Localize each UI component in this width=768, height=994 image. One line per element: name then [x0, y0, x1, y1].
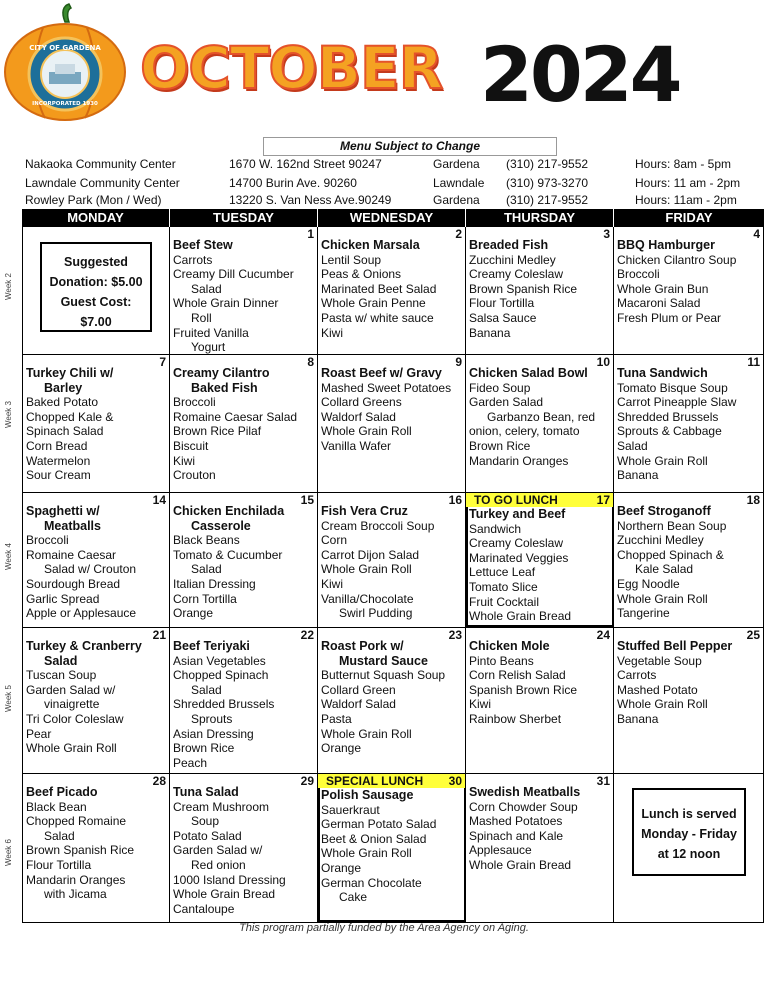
- menu-item: Roll: [191, 310, 212, 325]
- menu-item: Chopped Kale &: [26, 409, 114, 424]
- location-row: [0, 176, 768, 194]
- menu-item: Mandarin Oranges: [469, 453, 569, 468]
- funding-footer: This program partially funded by the Area Agency on Aging.: [239, 922, 529, 934]
- menu-item: Potato Salad: [173, 828, 242, 843]
- day-number: 21: [152, 628, 166, 642]
- menu-item: Tomato Slice: [469, 579, 538, 594]
- menu-item: Sprouts: [191, 711, 233, 726]
- suggested-line: $7.00: [80, 315, 112, 329]
- menu-item: Lettuce Leaf: [469, 565, 536, 580]
- main-dish: Fish Vera Cruz: [321, 504, 408, 518]
- menu-item: Tomato & Cucumber: [173, 547, 283, 562]
- week-row: [22, 355, 764, 493]
- day-cell: [170, 628, 318, 773]
- logo-text-top: CITY OF GARDENA: [29, 44, 101, 52]
- menu-item: Tomato Bisque Soup: [617, 380, 728, 395]
- suggested-line: Guest Cost:: [60, 295, 132, 309]
- weekday-label: MONDAY: [22, 209, 170, 227]
- main-dish: BBQ Hamburger: [617, 238, 715, 252]
- menu-item: Cake: [339, 890, 368, 905]
- menu-item: 1000 Island Dressing: [173, 872, 286, 887]
- menu-item: Northern Bean Soup: [617, 518, 727, 533]
- main-dish: Chicken Mole: [469, 639, 550, 653]
- menu-item: Salad: [617, 438, 648, 453]
- weekday-label: THURSDAY: [466, 209, 614, 227]
- menu-item: German Potato Salad: [321, 817, 437, 832]
- menu-item: Spanish Brown Rice: [469, 682, 578, 697]
- menu-item: Spinach Salad: [26, 424, 104, 439]
- day-cell: [614, 227, 764, 354]
- day-number: 30: [448, 774, 462, 788]
- location-name: Nakaoka Community Center: [25, 157, 176, 171]
- menu-item: Fresh Plum or Pear: [617, 310, 722, 325]
- menu-item: Broccoli: [617, 267, 660, 282]
- menu-item: Watermelon: [26, 453, 91, 468]
- menu-item: Creamy Coleslaw: [469, 267, 564, 282]
- menu-item: Cantaloupe: [173, 901, 235, 916]
- main-dish: Beef Stroganoff: [617, 504, 711, 518]
- day-number: 23: [448, 628, 462, 642]
- menu-item: Kiwi: [173, 453, 196, 468]
- menu-item: Sprouts & Cabbage: [617, 424, 722, 439]
- menu-item: Cream Broccoli Soup: [321, 518, 435, 533]
- menu-item: Shredded Brussels: [617, 409, 719, 424]
- menu-item: Mandarin Oranges: [26, 872, 126, 887]
- menu-item: Butternut Squash Soup: [321, 668, 446, 683]
- lunch-info-box: [632, 788, 746, 876]
- menu-item: Pasta: [321, 711, 352, 726]
- menu-item: Black Beans: [173, 533, 240, 548]
- day-cell: [466, 493, 614, 627]
- menu-item: Red onion: [191, 857, 246, 872]
- menu-item: Carrots: [173, 252, 213, 267]
- menu-item: Brown Rice: [469, 438, 531, 453]
- menu-item: Flour Tortilla: [26, 857, 92, 872]
- menu-item: Pear: [26, 726, 52, 741]
- day-number: 15: [300, 493, 314, 507]
- menu-item: Banana: [617, 711, 659, 726]
- menu-item: Soup: [191, 814, 220, 829]
- location-phone: (310) 217-9552: [506, 193, 589, 207]
- main-dish: Chicken Salad Bowl: [469, 366, 588, 380]
- menu-item: with Jicama: [44, 887, 107, 902]
- menu-item: Broccoli: [173, 395, 216, 410]
- menu-item: Whole Grain Roll: [321, 562, 412, 577]
- menu-item: Corn Relish Salad: [469, 668, 566, 683]
- menu-item: Mashed Potato: [617, 682, 698, 697]
- menu-item: Whole Grain Bread: [173, 887, 276, 902]
- menu-item: Salad: [191, 562, 222, 577]
- menu-item: Salad: [191, 682, 222, 697]
- day-number: 3: [603, 227, 610, 241]
- main-dish-continued: Salad: [44, 653, 78, 668]
- menu-item: Whole Grain Penne: [321, 296, 426, 311]
- menu-item: Pasta w/ white sauce: [321, 310, 434, 325]
- location-hours: Hours: 11am - 2pm: [635, 193, 737, 207]
- menu-item: Brown Rice Pilaf: [173, 424, 262, 439]
- main-dish: Turkey and Beef: [469, 507, 566, 521]
- menu-item: Sandwich: [469, 521, 522, 536]
- day-cell: [614, 355, 764, 492]
- day-cell: [318, 355, 466, 492]
- menu-item: Biscuit: [173, 438, 209, 453]
- menu-item: Garden Salad: [469, 395, 544, 410]
- day-cell: [614, 628, 764, 773]
- menu-item: Sauerkraut: [321, 802, 380, 817]
- week-label: Week 3: [4, 401, 13, 428]
- location-city: Lawndale: [433, 176, 485, 190]
- menu-item: Corn Chowder Soup: [469, 799, 578, 814]
- menu-item: Macaroni Salad: [617, 296, 701, 311]
- menu-item: Vegetable Soup: [617, 653, 702, 668]
- menu-item: Lentil Soup: [321, 252, 382, 267]
- day-cell: [170, 493, 318, 627]
- menu-item: Tangerine: [617, 606, 670, 621]
- day-number: 2: [455, 227, 462, 241]
- main-dish: Swedish Meatballs: [469, 785, 581, 799]
- menu-item: Romaine Caesar: [26, 547, 117, 562]
- weekday-label: TUESDAY: [170, 209, 318, 227]
- location-name: Lawndale Community Center: [25, 176, 180, 190]
- menu-item: Garden Salad w/: [26, 682, 116, 697]
- main-dish: Turkey Chili w/: [26, 366, 114, 380]
- menu-item: Kiwi: [469, 697, 492, 712]
- menu-item: Whole Grain Bun: [617, 281, 709, 296]
- menu-item: Shredded Brussels: [173, 697, 275, 712]
- day-cell: [22, 355, 170, 492]
- day-cell: [170, 227, 318, 354]
- location-row: [0, 157, 768, 175]
- day-cell: [170, 774, 318, 922]
- day-cell: [318, 227, 466, 354]
- menu-item: Orange: [321, 741, 362, 756]
- menu-item: Collard Greens: [321, 395, 402, 410]
- location-address: 1670 W. 162nd Street 90247: [229, 157, 382, 171]
- menu-item: Mashed Sweet Potatoes: [321, 380, 452, 395]
- menu-item: Fideo Soup: [469, 380, 531, 395]
- week-label: Week 2: [4, 273, 13, 300]
- menu-item: Garden Salad w/: [173, 843, 263, 858]
- menu-item: vinaigrette: [44, 697, 100, 712]
- main-dish: Polish Sausage: [321, 788, 414, 802]
- menu-item: Zucchini Medley: [469, 252, 556, 267]
- menu-item: Salad: [191, 281, 222, 296]
- suggested-line: Donation: $5.00: [49, 275, 143, 289]
- menu-item: Chopped Spinach &: [617, 547, 724, 562]
- menu-item: Sourdough Bread: [26, 576, 121, 591]
- lunch-info-line: at 12 noon: [657, 847, 721, 861]
- day-cell: [318, 774, 466, 922]
- main-dish-continued: Barley: [44, 380, 83, 395]
- menu-item: Creamy Coleslaw: [469, 536, 564, 551]
- day-number: 4: [753, 227, 760, 241]
- location-city: Gardena: [433, 193, 480, 207]
- menu-item: Banana: [469, 325, 511, 340]
- day-number: 24: [596, 628, 610, 642]
- menu-item: Baked Potato: [26, 395, 99, 410]
- menu-item: Creamy Dill Cucumber: [173, 267, 294, 282]
- menu-item: Garlic Spread: [26, 591, 100, 606]
- menu-item: Orange: [321, 860, 362, 875]
- menu-item: Whole Grain Roll: [617, 591, 708, 606]
- day-number: 17: [596, 493, 610, 507]
- weekday-label: WEDNESDAY: [318, 209, 466, 227]
- menu-item: Brown Spanish Rice: [469, 281, 578, 296]
- menu-item: Carrots: [617, 668, 657, 683]
- day-number: 8: [307, 355, 314, 369]
- menu-item: Banana: [617, 468, 659, 483]
- menu-item: Sour Cream: [26, 468, 91, 483]
- day-cell: [466, 628, 614, 773]
- menu-item: Whole Grain Dinner: [173, 296, 279, 311]
- menu-item: Cream Mushroom: [173, 799, 270, 814]
- suggested-line: Suggested: [64, 255, 128, 269]
- menu-item: Corn: [321, 533, 348, 548]
- menu-item: Italian Dressing: [173, 576, 256, 591]
- month-title: OCTOBER: [140, 34, 443, 102]
- main-dish-continued: Baked Fish: [191, 380, 258, 395]
- menu-item: Beet & Onion Salad: [321, 831, 427, 846]
- week-row: [22, 493, 764, 628]
- day-number: 9: [455, 355, 462, 369]
- main-dish: Creamy Cilantro: [173, 366, 270, 380]
- menu-item: Whole Grain Roll: [321, 424, 412, 439]
- menu-item: Chopped Romaine: [26, 814, 127, 829]
- week-label: Week 4: [4, 543, 13, 570]
- day-cell: [22, 493, 170, 627]
- location-phone: (310) 217-9552: [506, 157, 589, 171]
- menu-item: Chicken Cilantro Soup: [617, 252, 737, 267]
- location-address: 13220 S. Van Ness Ave.90249: [229, 193, 392, 207]
- day-cell: [466, 774, 614, 922]
- year-title: 2024: [480, 30, 680, 119]
- menu-item: Peach: [173, 755, 208, 770]
- menu-item: Mashed Potatoes: [469, 814, 563, 829]
- menu-item: Brown Spanish Rice: [26, 843, 135, 858]
- main-dish: Roast Beef w/ Gravy: [321, 366, 442, 380]
- menu-item: Corn Tortilla: [173, 591, 237, 606]
- menu-item: Salad: [44, 828, 75, 843]
- main-dish: Spaghetti w/: [26, 504, 100, 518]
- day-number: 16: [448, 493, 462, 507]
- menu-notice: Menu Subject to Change: [263, 137, 557, 156]
- menu-item: Crouton: [173, 468, 216, 483]
- day-cell: [318, 493, 466, 627]
- day-number: 7: [159, 355, 166, 369]
- menu-item: Vanilla/Chocolate: [321, 591, 414, 606]
- lunch-info-line: Monday - Friday: [641, 827, 737, 841]
- menu-item: Black Bean: [26, 799, 87, 814]
- menu-item: Asian Dressing: [173, 726, 254, 741]
- menu-item: Whole Grain Bread: [469, 609, 572, 624]
- menu-item: Collard Green: [321, 682, 396, 697]
- menu-item: Waldorf Salad: [321, 409, 396, 424]
- menu-item: Salad w/ Crouton: [44, 562, 137, 577]
- menu-item: Carrot Pineapple Slaw: [617, 395, 737, 410]
- location-city: Gardena: [433, 157, 480, 171]
- main-dish: Roast Pork w/: [321, 639, 404, 653]
- menu-item: Chopped Spinach: [173, 668, 269, 683]
- menu-item: Flour Tortilla: [469, 296, 535, 311]
- menu-item: Broccoli: [26, 533, 69, 548]
- day-number: 25: [746, 628, 760, 642]
- menu-item: Orange: [173, 606, 214, 621]
- main-dish: Tuna Salad: [173, 785, 239, 799]
- day-number: 14: [152, 493, 166, 507]
- menu-item: Asian Vegetables: [173, 653, 266, 668]
- menu-item: Corn Bread: [26, 438, 88, 453]
- menu-item: Romaine Caesar Salad: [173, 409, 298, 424]
- menu-item: Egg Noodle: [617, 576, 680, 591]
- menu-item: Marinated Beet Salad: [321, 281, 437, 296]
- menu-item: Peas & Onions: [321, 267, 402, 282]
- suggested-donation-box: [40, 242, 152, 332]
- menu-item: Whole Grain Roll: [321, 846, 412, 861]
- main-dish: Beef Stew: [173, 238, 233, 252]
- location-name: Rowley Park (Mon / Wed): [25, 193, 162, 207]
- day-cell: [22, 774, 170, 922]
- menu-item: Marinated Veggies: [469, 550, 569, 565]
- day-number: 29: [300, 774, 314, 788]
- menu-item: Whole Grain Roll: [617, 453, 708, 468]
- menu-item: Kale Salad: [635, 562, 694, 577]
- location-hours: Hours: 8am - 5pm: [635, 157, 732, 171]
- menu-item: Fruit Cocktail: [469, 594, 540, 609]
- menu-item: Fruited Vanilla: [173, 325, 249, 340]
- menu-item: onion, celery, tomato: [469, 424, 580, 439]
- day-cell: [614, 493, 764, 627]
- menu-item: Rainbow Sherbet: [469, 711, 562, 726]
- city-logo: [3, 2, 127, 122]
- day-number: 10: [596, 355, 610, 369]
- menu-item: Garbanzo Bean, red: [487, 409, 596, 424]
- menu-item: Brown Rice: [173, 741, 235, 756]
- day-number: 18: [746, 493, 760, 507]
- main-dish: Breaded Fish: [469, 238, 549, 252]
- menu-item: Whole Grain Roll: [26, 741, 117, 756]
- location-hours: Hours: 11 am - 2pm: [635, 176, 741, 190]
- menu-item: Salsa Sauce: [469, 310, 537, 325]
- day-cell: [318, 628, 466, 773]
- week-label: Week 5: [4, 685, 13, 712]
- menu-item: Kiwi: [321, 576, 344, 591]
- weekday-header: [22, 209, 764, 227]
- day-number: 22: [300, 628, 314, 642]
- day-number: 28: [152, 774, 166, 788]
- menu-item: Zucchini Medley: [617, 533, 704, 548]
- special-lunch-label: TO GO LUNCH: [474, 493, 558, 507]
- menu-item: Waldorf Salad: [321, 697, 396, 712]
- main-dish: Beef Teriyaki: [173, 639, 250, 653]
- weekday-label: FRIDAY: [665, 210, 713, 225]
- main-dish-continued: Mustard Sauce: [339, 653, 428, 668]
- menu-item: Carrot Dijon Salad: [321, 547, 420, 562]
- day-number: 11: [747, 355, 760, 369]
- special-lunch-label: SPECIAL LUNCH: [326, 774, 424, 788]
- day-number: 1: [307, 227, 314, 241]
- week-row: [22, 628, 764, 774]
- location-phone: (310) 973-3270: [506, 176, 589, 190]
- main-dish: Beef Picado: [26, 785, 98, 799]
- menu-item: Spinach and Kale: [469, 828, 564, 843]
- day-cell: [466, 227, 614, 354]
- main-dish: Chicken Marsala: [321, 238, 420, 252]
- location-address: 14700 Burin Ave. 90260: [229, 176, 357, 190]
- menu-item: German Chocolate: [321, 875, 422, 890]
- day-cell: [466, 355, 614, 492]
- main-dish: Tuna Sandwich: [617, 366, 708, 380]
- menu-item: Apple or Applesauce: [26, 606, 137, 621]
- menu-item: Swirl Pudding: [339, 606, 413, 621]
- menu-item: Pinto Beans: [469, 653, 534, 668]
- day-cell: [170, 355, 318, 492]
- menu-item: Kiwi: [321, 325, 344, 340]
- main-dish-continued: Casserole: [191, 518, 251, 533]
- menu-item: Whole Grain Roll: [321, 726, 412, 741]
- menu-item: Vanilla Wafer: [321, 438, 392, 453]
- menu-item: Tuscan Soup: [26, 668, 97, 683]
- logo-text-bottom: INCORPORATED 1930: [32, 101, 98, 107]
- menu-item: Applesauce: [469, 843, 532, 858]
- main-dish-continued: Meatballs: [44, 518, 101, 533]
- menu-item: Tri Color Coleslaw: [26, 711, 124, 726]
- main-dish: Chicken Enchilada: [173, 504, 285, 518]
- menu-item: Whole Grain Bread: [469, 857, 572, 872]
- main-dish: Stuffed Bell Pepper: [617, 639, 733, 653]
- menu-item: Yogurt: [191, 340, 226, 354]
- day-cell: [22, 628, 170, 773]
- week-label: Week 6: [4, 839, 13, 866]
- menu-item: Whole Grain Roll: [617, 697, 708, 712]
- day-number: 31: [596, 774, 610, 788]
- main-dish: Turkey & Cranberry: [26, 639, 142, 653]
- lunch-info-line: Lunch is served: [641, 807, 737, 821]
